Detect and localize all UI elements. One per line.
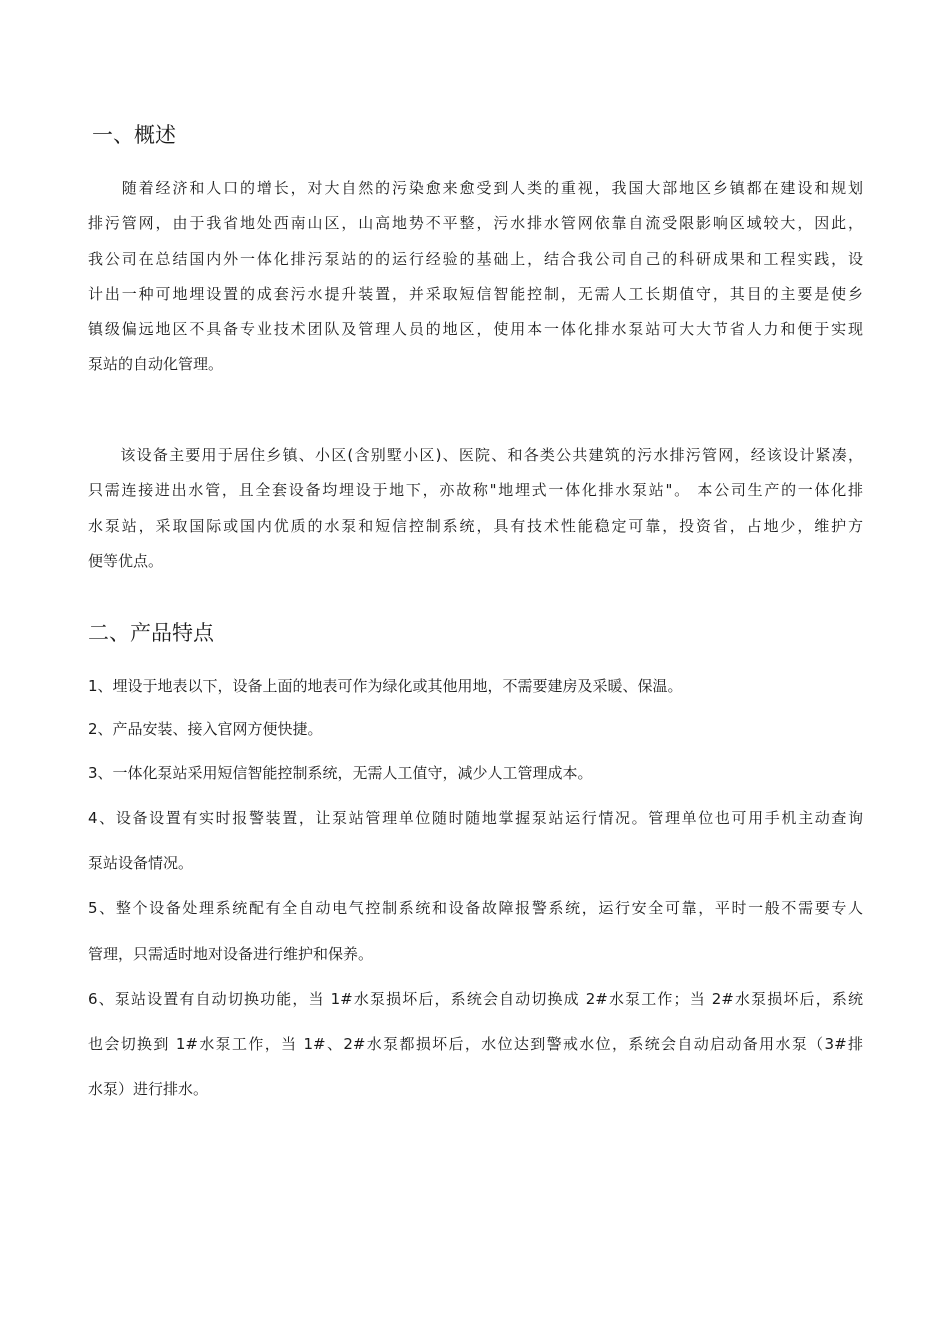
text-line: 我公司在总结国内外一体化排污泵站的的运行经验的基础上，结合我公司自己的科研成果和工程实践，设	[88, 249, 863, 268]
text-line: 镇级偏远地区不具备专业技术团队及管理人员的地区，使用本一体化排水泵站可大大节省人力和便于实现	[88, 320, 863, 339]
text-line: 5、整个设备处理系统配有全自动电气控制系统和设备故障报警系统，运行安全可靠，平时一般不需要专人	[88, 899, 863, 917]
feature-item-1	[88, 669, 863, 703]
feature-item-2	[88, 712, 863, 746]
section-1-paragraph-1	[88, 171, 863, 383]
text-line: 4、设备设置有实时报警装置，让泵站管理单位随时随地掌握泵站运行情况。管理单位也可用手机主动查询	[88, 809, 863, 827]
text-line: 3、一体化泵站采用短信智能控制系统，无需人工值守，减少人工管理成本。	[88, 764, 593, 782]
text-line: 1、埋设于地表以下，设备上面的地表可作为绿化或其他用地，不需要建房及采暖、保温。	[88, 677, 683, 695]
text-line: 水泵站，采取国际或国内优质的水泵和短信控制系统，具有技术性能稳定可靠，投资省，占地少，维护方	[88, 516, 863, 535]
text-line: 泵站设备情况。	[88, 854, 194, 872]
section-1-paragraph-2	[88, 438, 863, 579]
text-line: 排污管网，由于我省地处西南山区，山高地势不平整，污水排水管网依靠自流受限影响区域较大，因此，	[88, 214, 863, 233]
feature-item-6	[88, 982, 863, 1106]
text-line: 也会切换到 1#水泵工作，当 1#、2#水泵都损坏后，水位达到警戒水位，系统会自动启动备用水泵（3#排	[88, 1035, 863, 1053]
text-line: 随着经济和人口的增长，对大自然的污染愈来愈受到人类的重视，我国大部地区乡镇都在建设和规划	[88, 179, 863, 197]
section-2-heading: 二、产品特点	[88, 621, 214, 645]
text-line: 水泵）进行排水。	[88, 1080, 209, 1098]
text-line: 2、产品安装、接入官网方便快捷。	[88, 720, 323, 738]
feature-item-5	[88, 891, 863, 971]
section-1-heading: 一、概述	[92, 123, 176, 147]
feature-item-4	[88, 801, 863, 880]
text-line: 管理，只需适时地对设备进行维护和保养。	[88, 945, 374, 963]
text-line: 6、泵站设置有自动切换功能，当 1#水泵损坏后，系统会自动切换成 2#水泵工作；当 2#水泵损坏后，系统	[88, 990, 863, 1008]
text-line: 计出一种可地埋设置的成套污水提升装置，并采取短信智能控制，无需人工长期值守，其目的主要是使乡	[88, 284, 863, 303]
feature-item-3	[88, 756, 863, 790]
text-line: 泵站的自动化管理。	[88, 355, 224, 374]
text-line: 该设备主要用于居住乡镇、小区(含别墅小区)、医院、和各类公共建筑的污水排污管网，经该设计紧凑，	[88, 446, 863, 464]
text-line: 只需连接进出水管，且全套设备均埋设于地下，亦故称"地埋式一体化排水泵站"。 本公司生产的一体化排	[88, 481, 863, 500]
text-line: 便等优点。	[88, 551, 164, 570]
